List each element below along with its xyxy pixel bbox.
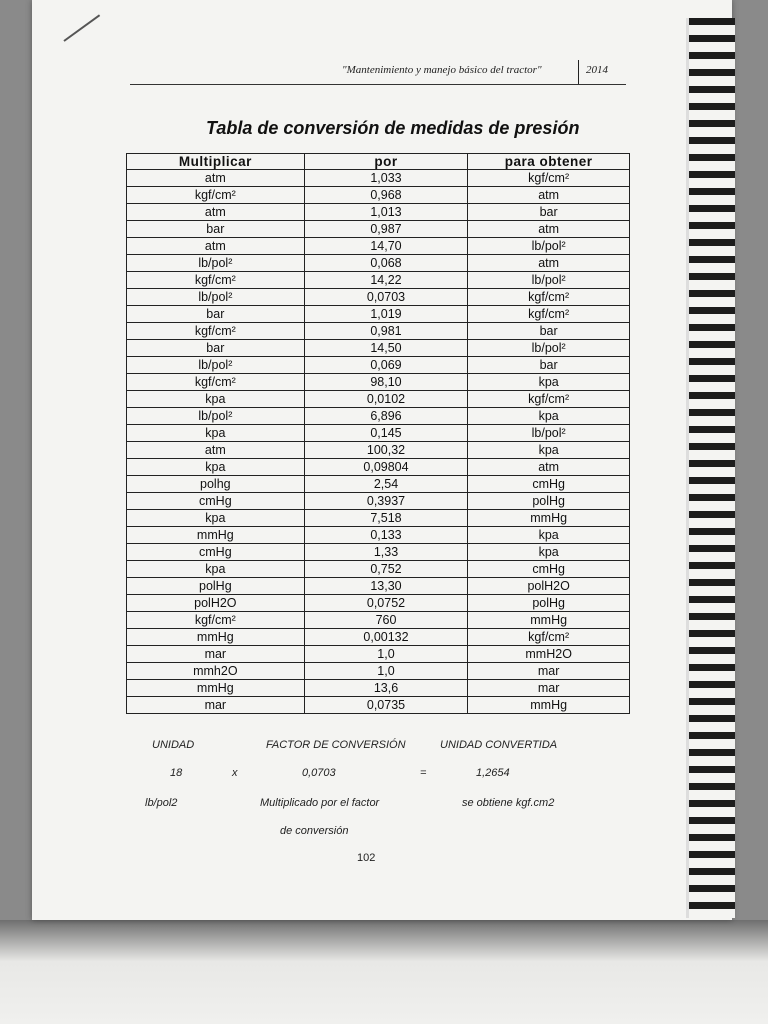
example-of-conversion: de conversión [280,825,349,837]
para-obtener-cell: polHg [468,493,630,510]
multiplicar-cell: atm [127,170,305,187]
para-obtener-cell: kpa [468,408,630,425]
example-factor: 0,0703 [302,767,336,779]
multiplicar-cell: kgf/cm² [127,323,305,340]
multiplicar-cell: bar [127,340,305,357]
table-row [127,697,630,714]
header-rule [130,84,626,85]
multiplicar-cell: atm [127,442,305,459]
por-cell: 0,069 [304,357,468,374]
table-header-row [127,154,630,170]
para-obtener-cell: mmHg [468,697,630,714]
por-cell: 14,22 [304,272,468,289]
por-cell: 14,70 [304,238,468,255]
multiplicar-cell: kpa [127,425,305,442]
para-obtener-cell: kpa [468,527,630,544]
multiplicar-cell: mmHg [127,527,305,544]
para-obtener-cell: mmH2O [468,646,630,663]
por-cell: 1,033 [304,170,468,187]
example-equals: = [420,767,427,779]
multiplicar-cell: polhg [127,476,305,493]
para-obtener-cell: bar [468,323,630,340]
spiral-binding [686,18,735,918]
multiplicar-cell: mmHg [127,629,305,646]
para-obtener-cell: polHg [468,595,630,612]
por-cell: 0,133 [304,527,468,544]
por-cell: 0,0735 [304,697,468,714]
multiplicar-cell: kgf/cm² [127,612,305,629]
para-obtener-cell: cmHg [468,561,630,578]
label-converted: UNIDAD CONVERTIDA [440,739,558,751]
por-cell: 1,0 [304,663,468,680]
por-cell: 0,00132 [304,629,468,646]
por-cell: 1,013 [304,204,468,221]
multiplicar-cell: kgf/cm² [127,272,305,289]
table-row [127,493,630,510]
multiplicar-cell: kgf/cm² [127,187,305,204]
header-por: por [304,154,468,170]
multiplicar-cell: mmHg [127,680,305,697]
example-unit: lb/pol2 [145,797,178,809]
para-obtener-cell: kpa [468,544,630,561]
table-row [127,357,630,374]
table-row [127,459,630,476]
table-row [127,272,630,289]
multiplicar-cell: atm [127,204,305,221]
por-cell: 100,32 [304,442,468,459]
para-obtener-cell: polH2O [468,578,630,595]
example-value: 18 [170,767,183,779]
por-cell: 2,54 [304,476,468,493]
multiplicar-cell: kpa [127,391,305,408]
header-year: 2014 [586,64,608,76]
table-row [127,527,630,544]
multiplicar-cell: polHg [127,578,305,595]
table-row [127,255,630,272]
example-multiplied: Multiplicado por el factor [260,797,380,809]
por-cell: 6,896 [304,408,468,425]
por-cell: 0,981 [304,323,468,340]
table-row [127,561,630,578]
multiplicar-cell: kpa [127,459,305,476]
por-cell: 13,6 [304,680,468,697]
multiplicar-cell: mar [127,697,305,714]
example-times: x [232,767,238,779]
para-obtener-cell: lb/pol² [468,238,630,255]
para-obtener-cell: cmHg [468,476,630,493]
label-factor: FACTOR DE CONVERSIÓN [266,739,406,751]
multiplicar-cell: polH2O [127,595,305,612]
table-row [127,306,630,323]
page-title: Tabla de conversión de medidas de presión [206,118,580,138]
para-obtener-cell: kpa [468,374,630,391]
por-cell: 0,068 [304,255,468,272]
table-row [127,425,630,442]
multiplicar-cell: cmHg [127,493,305,510]
para-obtener-cell: lb/pol² [468,425,630,442]
multiplicar-cell: kgf/cm² [127,374,305,391]
para-obtener-cell: kgf/cm² [468,306,630,323]
table-row [127,510,630,527]
para-obtener-cell: atm [468,187,630,204]
table-body [127,170,630,714]
para-obtener-cell: atm [468,459,630,476]
multiplicar-cell: lb/pol² [127,408,305,425]
table-row [127,663,630,680]
table-row [127,544,630,561]
table-row [127,680,630,697]
por-cell: 0,987 [304,221,468,238]
table-row [127,238,630,255]
multiplicar-cell: bar [127,306,305,323]
para-obtener-cell: lb/pol² [468,340,630,357]
multiplicar-cell: lb/pol² [127,289,305,306]
por-cell: 13,30 [304,578,468,595]
multiplicar-cell: kpa [127,561,305,578]
table-row [127,629,630,646]
por-cell: 0,0102 [304,391,468,408]
multiplicar-cell: atm [127,238,305,255]
para-obtener-cell: kgf/cm² [468,391,630,408]
para-obtener-cell: bar [468,357,630,374]
table-row [127,408,630,425]
table-row [127,646,630,663]
por-cell: 0,968 [304,187,468,204]
table-row [127,374,630,391]
por-cell: 1,0 [304,646,468,663]
table-row [127,221,630,238]
multiplicar-cell: bar [127,221,305,238]
table-row [127,476,630,493]
table-row [127,170,630,187]
por-cell: 0,09804 [304,459,468,476]
multiplicar-cell: lb/pol² [127,255,305,272]
por-cell: 0,0752 [304,595,468,612]
table-row [127,578,630,595]
para-obtener-cell: kgf/cm² [468,289,630,306]
para-obtener-cell: mar [468,680,630,697]
para-obtener-cell: lb/pol² [468,272,630,289]
por-cell: 0,3937 [304,493,468,510]
por-cell: 760 [304,612,468,629]
table-row [127,391,630,408]
para-obtener-cell: mar [468,663,630,680]
table-row [127,204,630,221]
table-row [127,323,630,340]
multiplicar-cell: lb/pol² [127,357,305,374]
multiplicar-cell: kpa [127,510,305,527]
por-cell: 7,518 [304,510,468,527]
para-obtener-cell: mmHg [468,510,630,527]
multiplicar-cell: cmHg [127,544,305,561]
table-row [127,187,630,204]
por-cell: 0,752 [304,561,468,578]
header-para-obtener: para obtener [468,154,630,170]
para-obtener-cell: mmHg [468,612,630,629]
para-obtener-cell: bar [468,204,630,221]
table-row [127,289,630,306]
para-obtener-cell: atm [468,255,630,272]
table-row [127,612,630,629]
por-cell: 0,145 [304,425,468,442]
table-row [127,595,630,612]
conversion-table [126,153,630,714]
por-cell: 0,0703 [304,289,468,306]
por-cell: 98,10 [304,374,468,391]
por-cell: 14,50 [304,340,468,357]
para-obtener-cell: kgf/cm² [468,629,630,646]
header-multiplicar: Multiplicar [127,154,305,170]
por-cell: 1,33 [304,544,468,561]
example-obtained: se obtiene kgf.cm2 [462,797,555,809]
running-title: "Mantenimiento y manejo básico del tractor" [342,64,542,76]
por-cell: 1,019 [304,306,468,323]
multiplicar-cell: mar [127,646,305,663]
example-result: 1,2654 [476,767,510,779]
para-obtener-cell: atm [468,221,630,238]
table-row [127,340,630,357]
para-obtener-cell: kgf/cm² [468,170,630,187]
table-row [127,442,630,459]
label-unit: UNIDAD [152,739,195,751]
desk-surface [0,920,768,1024]
header-separator [578,60,579,84]
page-number: 102 [357,852,376,864]
multiplicar-cell: mmh2O [127,663,305,680]
para-obtener-cell: kpa [468,442,630,459]
